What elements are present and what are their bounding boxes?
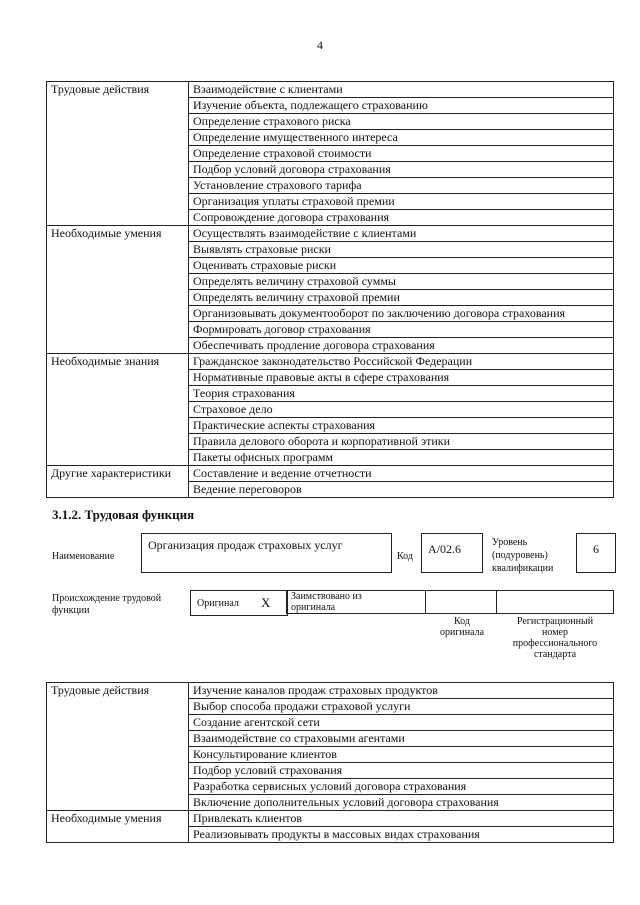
original-mark: X [261, 595, 271, 610]
item-cell: Выбор способа продажи страховой услуги [189, 699, 614, 715]
item-cell: Включение дополнительных условий договора страхования [189, 795, 614, 811]
category-cell: Необходимые умения [47, 226, 189, 354]
category-cell: Трудовые действия [47, 683, 189, 811]
work-function-table-1 [46, 81, 614, 498]
level-box [576, 533, 616, 573]
code-original-caption-1: Код [454, 616, 470, 627]
reg-number-caption [500, 616, 610, 660]
work-function-table-2 [46, 682, 614, 843]
item-cell: Установление страхового тарифа [189, 178, 614, 194]
item-cell: Разработка сервисных условий договора страхования [189, 779, 614, 795]
item-cell: Создание агентской сети [189, 715, 614, 731]
item-cell: Гражданское законодательство Российской Федерации [189, 354, 614, 370]
item-cell: Подбор условий страхования [189, 763, 614, 779]
code-value: А/02.6 [428, 542, 461, 556]
borrowed-cell [287, 591, 426, 614]
table-row [47, 683, 614, 699]
category-cell: Другие характеристики [47, 466, 189, 498]
item-cell: Составление и ведение отчетности [189, 466, 614, 482]
code-original-caption-2: оригинала [439, 627, 485, 638]
reg-caption-3: профессионального [512, 638, 598, 649]
item-cell: Организовывать документооборот по заключению договора страхования [189, 306, 614, 322]
name-box [141, 533, 392, 573]
item-cell: Взаимодействие со страховыми агентами [189, 731, 614, 747]
name-label: Наименование [52, 551, 115, 562]
code-original-caption [427, 616, 497, 638]
reg-caption-1: Регистрационный [516, 616, 594, 627]
level-value: 6 [593, 542, 599, 556]
item-cell: Определение страховой стоимости [189, 146, 614, 162]
item-cell: Консультирование клиентов [189, 747, 614, 763]
item-cell: Изучение каналов продаж страховых продуктов [189, 683, 614, 699]
item-cell: Теория страхования [189, 386, 614, 402]
reg-caption-4: стандарта [533, 649, 577, 660]
table-row [47, 226, 614, 242]
item-cell: Оценивать страховые риски [189, 258, 614, 274]
category-cell: Необходимые знания [47, 354, 189, 466]
original-box [190, 590, 288, 616]
section-heading: 3.1.2. Трудовая функция [52, 507, 195, 522]
item-cell: Реализовывать продукты в массовых видах страхования [189, 827, 614, 843]
item-cell: Пакеты офисных программ [189, 450, 614, 466]
item-cell: Обеспечивать продление договора страхования [189, 338, 614, 354]
origin-label-2: функции [52, 605, 90, 616]
level-label-3: квалификации [492, 563, 554, 574]
origin-label-1: Происхождение трудовой [52, 593, 162, 604]
item-cell: Подбор условий договора страхования [189, 162, 614, 178]
item-cell: Осуществлять взаимодействие с клиентами [189, 226, 614, 242]
item-cell: Организация уплаты страховой премии [189, 194, 614, 210]
reg-caption-2: номер [542, 627, 568, 638]
category-cell: Необходимые умения [47, 811, 189, 843]
reg-number-cell [497, 591, 614, 614]
item-cell: Ведение переговоров [189, 482, 614, 498]
item-cell: Формировать договор страхования [189, 322, 614, 338]
table-row [47, 354, 614, 370]
item-cell: Взаимодействие с клиентами [189, 82, 614, 98]
item-cell: Практические аспекты страхования [189, 418, 614, 434]
item-cell: Страховое дело [189, 402, 614, 418]
table-row [47, 466, 614, 482]
borrowed-label-1: Заимствовано из [291, 591, 362, 602]
level-label-1: Уровень [492, 537, 528, 548]
item-cell: Определять величину страховой суммы [189, 274, 614, 290]
level-label-2: (подуровень) [492, 550, 548, 561]
item-cell: Выявлять страховые риски [189, 242, 614, 258]
item-cell: Правила делового оборота и корпоративной этики [189, 434, 614, 450]
item-cell: Определять величину страховой премии [189, 290, 614, 306]
item-cell: Сопровождение договора страхования [189, 210, 614, 226]
code-label: Код [397, 551, 413, 562]
page-number: 4 [317, 38, 323, 52]
item-cell: Определение страхового риска [189, 114, 614, 130]
item-cell: Определение имущественного интереса [189, 130, 614, 146]
code-original-cell [426, 591, 497, 614]
name-value: Организация продаж страховых услуг [148, 538, 343, 552]
item-cell: Нормативные правовые акты в сфере страхования [189, 370, 614, 386]
code-box [421, 533, 483, 573]
borrowed-label-2: оригинала [291, 602, 336, 613]
category-cell: Трудовые действия [47, 82, 189, 226]
item-cell: Изучение объекта, подлежащего страхованию [189, 98, 614, 114]
borrowed-table [286, 590, 614, 614]
table-row [47, 811, 614, 827]
table-row [47, 82, 614, 98]
original-label: Оригинал [197, 598, 239, 609]
item-cell: Привлекать клиентов [189, 811, 614, 827]
